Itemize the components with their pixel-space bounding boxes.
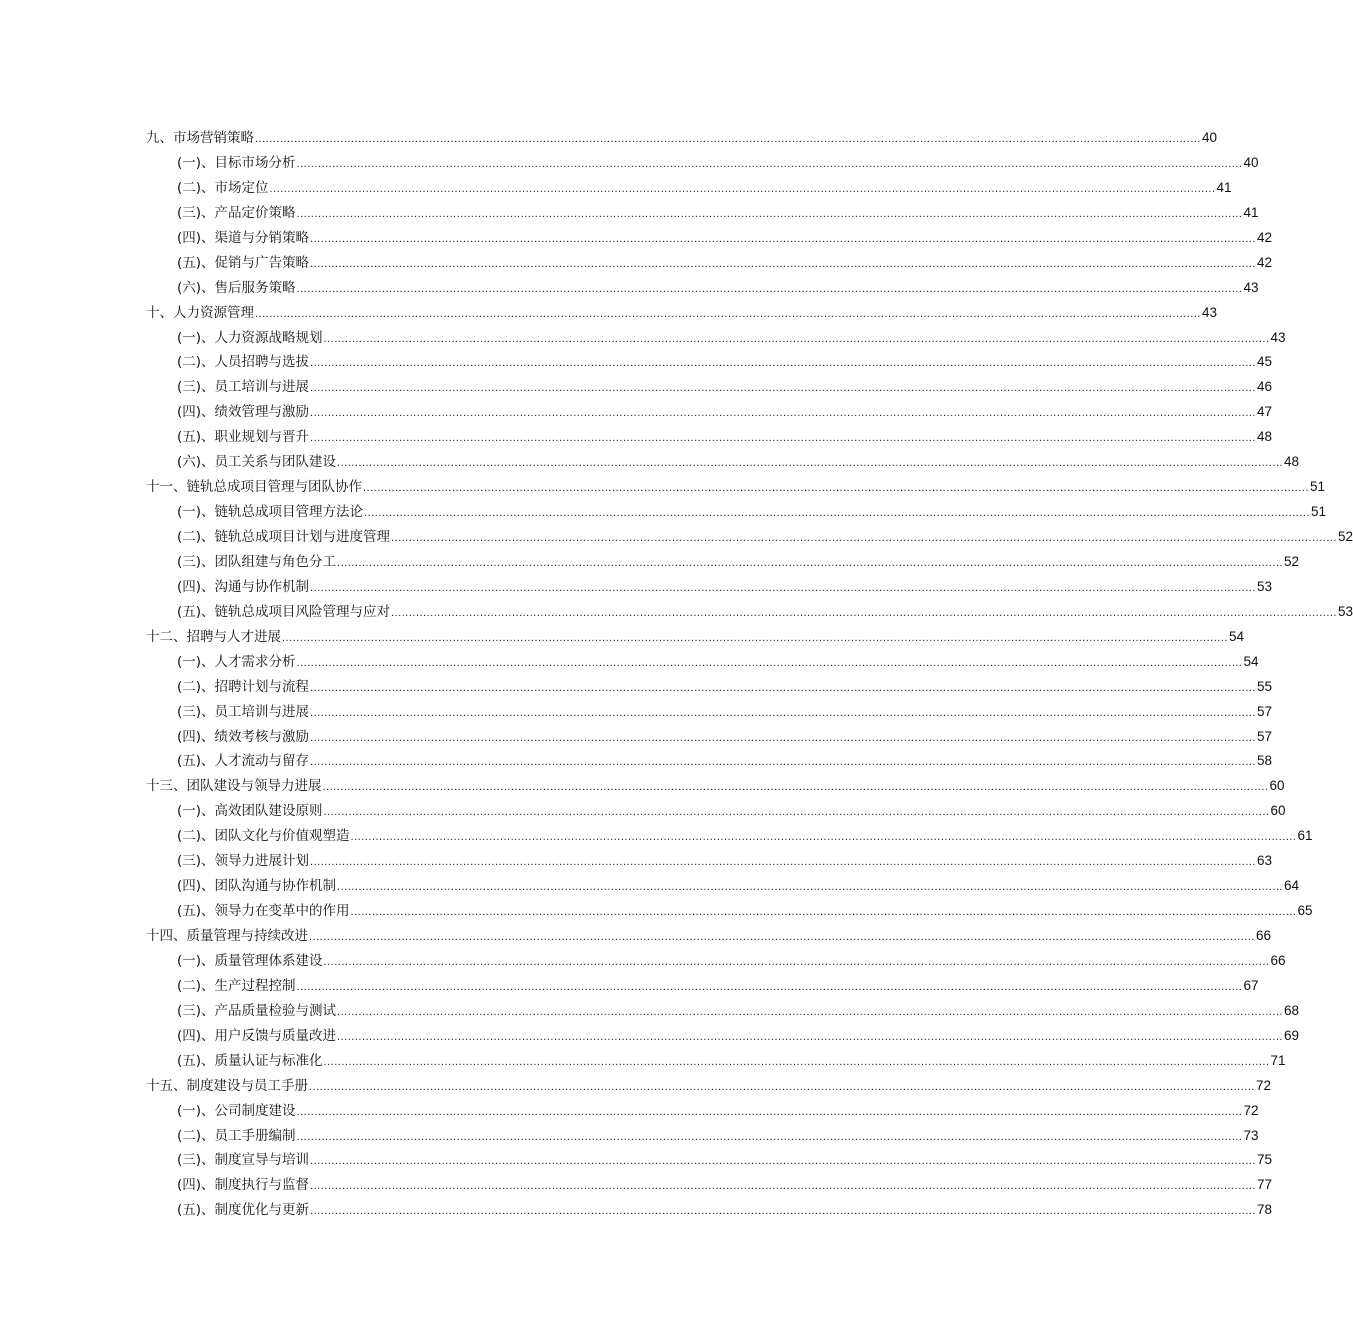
toc-entry-label: (一)、高效团队建设原则	[177, 803, 323, 820]
toc-dot-leader: ..........................................................................................................................................................................................................................................................................	[323, 955, 1270, 968]
toc-dot-leader: ..........................................................................................................................................................................................................................................................................	[310, 731, 1256, 744]
toc-page-number: 41	[1216, 179, 1232, 195]
toc-entry-label: (四)、渠道与分销策略	[177, 229, 310, 246]
toc-page-number: 78	[1256, 1202, 1273, 1218]
toc-section-entry[interactable]	[146, 949, 1286, 974]
toc-section-entry[interactable]	[146, 1024, 1300, 1049]
toc-entry-label: (三)、员工培训与进展	[177, 379, 310, 396]
toc-section-entry[interactable]	[146, 600, 1353, 625]
toc-page-number: 57	[1256, 728, 1273, 744]
toc-section-entry[interactable]	[146, 1049, 1286, 1074]
toc-entry-label: 十三、团队建设与领导力进展	[146, 778, 322, 795]
toc-dot-leader: ..........................................................................................................................................................................................................................................................................	[310, 1205, 1256, 1218]
toc-section-entry[interactable]	[146, 375, 1273, 400]
toc-section-entry[interactable]	[146, 400, 1273, 425]
toc-chapter-entry[interactable]	[146, 1074, 1271, 1099]
toc-section-entry[interactable]	[146, 151, 1259, 176]
toc-page-number: 75	[1256, 1152, 1273, 1168]
toc-entry-label: 十二、招聘与人才进展	[146, 628, 281, 645]
toc-page-number: 43	[1270, 329, 1286, 345]
toc-entry-label: (二)、人员招聘与选拔	[177, 354, 310, 371]
toc-entry-label: (一)、目标市场分析	[177, 154, 296, 171]
toc-entry-label: (五)、链轨总成项目风险管理与应对	[177, 603, 391, 620]
toc-chapter-entry[interactable]	[146, 301, 1217, 326]
toc-dot-leader: ..........................................................................................................................................................................................................................................................................	[310, 232, 1256, 245]
toc-entry-label: (二)、招聘计划与流程	[177, 678, 310, 695]
toc-entry-label: (三)、产品质量检验与测试	[177, 1002, 337, 1019]
toc-page-number: 66	[1270, 952, 1286, 968]
table-of-contents	[146, 126, 1353, 1223]
toc-entry-label: (五)、质量认证与标准化	[177, 1052, 323, 1069]
toc-dot-leader: ..........................................................................................................................................................................................................................................................................	[310, 382, 1256, 395]
toc-chapter-entry[interactable]	[146, 475, 1325, 500]
toc-page-number: 54	[1243, 653, 1259, 669]
toc-entry-label: (五)、人才流动与留存	[177, 753, 310, 770]
toc-page-number: 51	[1309, 479, 1325, 495]
toc-chapter-entry[interactable]	[146, 126, 1217, 151]
toc-entry-label: (一)、链轨总成项目管理方法论	[177, 504, 364, 521]
toc-dot-leader: ..........................................................................................................................................................................................................................................................................	[282, 631, 1228, 644]
toc-dot-leader: ..........................................................................................................................................................................................................................................................................	[364, 507, 1310, 520]
toc-page-number: 69	[1283, 1027, 1300, 1043]
toc-section-entry[interactable]	[146, 899, 1313, 924]
toc-entry-label: (二)、生产过程控制	[177, 977, 296, 994]
toc-page-number: 53	[1256, 578, 1273, 594]
toc-dot-leader: ..........................................................................................................................................................................................................................................................................	[310, 407, 1256, 420]
toc-dot-leader: ..........................................................................................................................................................................................................................................................................	[391, 532, 1337, 544]
toc-section-entry[interactable]	[146, 425, 1273, 450]
toc-entry-label: (六)、员工关系与团队建设	[177, 454, 337, 471]
toc-page-number: 72	[1255, 1077, 1271, 1093]
toc-chapter-entry[interactable]	[146, 774, 1285, 799]
toc-entry-label: 十五、制度建设与员工手册	[146, 1077, 308, 1094]
toc-entry-label: (三)、领导力进展计划	[177, 853, 310, 870]
toc-entry-label: (五)、促销与广告策略	[177, 254, 310, 271]
toc-dot-leader: ..........................................................................................................................................................................................................................................................................	[310, 756, 1256, 769]
toc-dot-leader: ..........................................................................................................................................................................................................................................................................	[363, 482, 1309, 495]
toc-section-entry[interactable]	[146, 725, 1273, 750]
toc-page-number: 72	[1243, 1102, 1259, 1118]
toc-page-number: 41	[1243, 204, 1259, 220]
toc-entry-label: (四)、制度执行与监督	[177, 1177, 310, 1194]
toc-page-number: 40	[1201, 130, 1217, 145]
toc-dot-leader: ..........................................................................................................................................................................................................................................................................	[337, 1030, 1283, 1043]
toc-dot-leader: ..........................................................................................................................................................................................................................................................................	[310, 581, 1256, 594]
toc-section-entry[interactable]	[146, 350, 1273, 375]
toc-section-entry[interactable]	[146, 849, 1273, 874]
toc-section-entry[interactable]	[146, 874, 1300, 899]
toc-entry-label: (三)、制度宣导与培训	[177, 1152, 310, 1169]
toc-dot-leader: ..........................................................................................................................................................................................................................................................................	[337, 1005, 1283, 1018]
toc-entry-label: (四)、沟通与协作机制	[177, 578, 310, 595]
toc-section-entry[interactable]	[146, 700, 1273, 725]
toc-page-number: 48	[1256, 429, 1273, 445]
toc-dot-leader: ..........................................................................................................................................................................................................................................................................	[323, 332, 1270, 345]
toc-section-entry[interactable]	[146, 1124, 1259, 1149]
toc-section-entry[interactable]	[146, 1099, 1259, 1124]
toc-section-entry[interactable]	[146, 1198, 1273, 1223]
toc-entry-label: (四)、用户反馈与质量改进	[177, 1027, 337, 1044]
toc-dot-leader: ..........................................................................................................................................................................................................................................................................	[310, 432, 1256, 445]
toc-dot-leader: ..........................................................................................................................................................................................................................................................................	[337, 556, 1283, 569]
toc-dot-leader: ..........................................................................................................................................................................................................................................................................	[322, 781, 1269, 794]
toc-dot-leader: ..........................................................................................................................................................................................................................................................................	[310, 1155, 1256, 1168]
toc-dot-leader: ..........................................................................................................................................................................................................................................................................	[255, 133, 1201, 145]
toc-section-entry[interactable]	[146, 799, 1286, 824]
toc-section-entry[interactable]	[146, 999, 1300, 1024]
toc-page-number: 40	[1243, 154, 1259, 170]
toc-section-entry[interactable]	[146, 575, 1273, 600]
toc-section-entry[interactable]	[146, 749, 1273, 774]
toc-dot-leader: ..........................................................................................................................................................................................................................................................................	[296, 207, 1243, 220]
toc-entry-label: (四)、绩效考核与激励	[177, 728, 310, 745]
toc-section-entry[interactable]	[146, 974, 1259, 999]
toc-dot-leader: ..........................................................................................................................................................................................................................................................................	[391, 606, 1337, 619]
toc-page-number: 64	[1283, 878, 1300, 894]
toc-dot-leader: ..........................................................................................................................................................................................................................................................................	[296, 1130, 1243, 1143]
toc-page-number: 52	[1283, 553, 1300, 569]
toc-page-number: 66	[1255, 928, 1271, 943]
toc-section-entry[interactable]	[146, 675, 1273, 700]
toc-dot-leader: ..........................................................................................................................................................................................................................................................................	[269, 182, 1216, 195]
toc-dot-leader: ..........................................................................................................................................................................................................................................................................	[323, 1055, 1270, 1068]
toc-entry-label: (一)、公司制度建设	[177, 1102, 296, 1119]
toc-dot-leader: ..........................................................................................................................................................................................................................................................................	[350, 831, 1297, 844]
toc-entry-label: 十一、链轨总成项目管理与团队协作	[146, 479, 362, 496]
toc-page-number: 55	[1256, 678, 1273, 694]
toc-page-number: 45	[1256, 354, 1273, 370]
toc-entry-label: (三)、产品定价策略	[177, 204, 296, 221]
toc-section-entry[interactable]	[146, 226, 1273, 251]
toc-dot-leader: ..........................................................................................................................................................................................................................................................................	[337, 881, 1283, 894]
toc-page-number: 53	[1337, 603, 1353, 619]
toc-dot-leader: ..........................................................................................................................................................................................................................................................................	[255, 307, 1201, 320]
toc-page-number: 52	[1337, 529, 1353, 544]
toc-entry-label: (四)、绩效管理与激励	[177, 404, 310, 421]
toc-page-number: 43	[1201, 304, 1217, 320]
toc-page-number: 58	[1256, 753, 1273, 769]
toc-page-number: 43	[1243, 279, 1259, 295]
toc-page-number: 65	[1297, 903, 1313, 919]
toc-section-entry[interactable]	[146, 276, 1259, 301]
toc-entry-label: (三)、员工培训与进展	[177, 703, 310, 720]
toc-dot-leader: ..........................................................................................................................................................................................................................................................................	[350, 906, 1297, 919]
toc-dot-leader: ..........................................................................................................................................................................................................................................................................	[296, 282, 1243, 295]
toc-page-number: 60	[1270, 803, 1286, 819]
toc-page-number: 63	[1256, 853, 1273, 869]
toc-dot-leader: ..........................................................................................................................................................................................................................................................................	[310, 357, 1256, 370]
toc-chapter-entry[interactable]	[146, 924, 1271, 949]
toc-entry-label: (二)、团队文化与价值观塑造	[177, 828, 350, 845]
toc-entry-label: (二)、市场定位	[177, 179, 269, 196]
toc-section-entry[interactable]	[146, 176, 1232, 201]
toc-page-number: 57	[1256, 703, 1273, 719]
toc-dot-leader: ..........................................................................................................................................................................................................................................................................	[337, 457, 1283, 470]
toc-page-number: 47	[1256, 404, 1273, 420]
toc-entry-label: (五)、职业规划与晋升	[177, 429, 310, 446]
toc-entry-label: (一)、人才需求分析	[177, 653, 296, 670]
toc-entry-label: (五)、领导力在变革中的作用	[177, 903, 350, 920]
toc-page-number: 48	[1283, 454, 1300, 470]
toc-section-entry[interactable]	[146, 1173, 1273, 1198]
toc-dot-leader: ..........................................................................................................................................................................................................................................................................	[309, 1080, 1255, 1093]
toc-dot-leader: ..........................................................................................................................................................................................................................................................................	[310, 681, 1256, 694]
toc-dot-leader: ..........................................................................................................................................................................................................................................................................	[296, 157, 1243, 170]
toc-dot-leader: ..........................................................................................................................................................................................................................................................................	[310, 257, 1256, 270]
toc-page-number: 54	[1228, 628, 1244, 644]
toc-entry-label: (二)、员工手册编制	[177, 1127, 296, 1144]
toc-dot-leader: ..........................................................................................................................................................................................................................................................................	[310, 856, 1256, 869]
toc-dot-leader: ..........................................................................................................................................................................................................................................................................	[296, 656, 1243, 669]
toc-entry-label: (三)、团队组建与角色分工	[177, 553, 337, 570]
toc-page-number: 73	[1243, 1127, 1259, 1143]
toc-section-entry[interactable]	[146, 650, 1259, 675]
toc-entry-label: (一)、质量管理体系建设	[177, 952, 323, 969]
toc-page-number: 71	[1270, 1052, 1286, 1068]
toc-dot-leader: ..........................................................................................................................................................................................................................................................................	[296, 980, 1243, 993]
toc-page-number: 67	[1243, 977, 1259, 993]
toc-section-entry[interactable]	[146, 1148, 1273, 1173]
toc-entry-label: (一)、人力资源战略规划	[177, 329, 323, 346]
toc-page-number: 61	[1297, 828, 1313, 844]
toc-section-entry[interactable]	[146, 201, 1259, 226]
toc-page-number: 77	[1256, 1177, 1273, 1193]
toc-entry-label: 九、市场营销策略	[146, 130, 254, 146]
toc-dot-leader: ..........................................................................................................................................................................................................................................................................	[309, 931, 1255, 943]
toc-section-entry[interactable]	[146, 450, 1300, 475]
toc-page-number: 68	[1283, 1002, 1300, 1018]
toc-page-number: 60	[1269, 778, 1285, 794]
toc-entry-label: 十四、质量管理与持续改进	[146, 928, 308, 944]
toc-section-entry[interactable]	[146, 326, 1286, 351]
toc-dot-leader: ..........................................................................................................................................................................................................................................................................	[310, 706, 1256, 719]
toc-page-number: 42	[1256, 254, 1273, 270]
toc-dot-leader: ..........................................................................................................................................................................................................................................................................	[296, 1105, 1243, 1118]
toc-section-entry[interactable]	[146, 525, 1353, 550]
toc-section-entry[interactable]	[146, 251, 1273, 276]
toc-entry-label: (五)、制度优化与更新	[177, 1202, 310, 1219]
toc-entry-label: (二)、链轨总成项目计划与进度管理	[177, 529, 391, 545]
toc-entry-label: (四)、团队沟通与协作机制	[177, 878, 337, 895]
toc-entry-label: (六)、售后服务策略	[177, 279, 296, 296]
toc-chapter-entry[interactable]	[146, 625, 1244, 650]
toc-section-entry[interactable]	[146, 824, 1313, 849]
toc-dot-leader: ..........................................................................................................................................................................................................................................................................	[310, 1180, 1256, 1193]
toc-section-entry[interactable]	[146, 550, 1300, 575]
toc-entry-label: 十、人力资源管理	[146, 304, 254, 321]
toc-page-number: 42	[1256, 229, 1273, 245]
toc-dot-leader: ..........................................................................................................................................................................................................................................................................	[323, 806, 1270, 819]
toc-page-number: 46	[1256, 379, 1273, 395]
toc-section-entry[interactable]	[146, 500, 1327, 525]
toc-page-number: 51	[1310, 504, 1327, 520]
